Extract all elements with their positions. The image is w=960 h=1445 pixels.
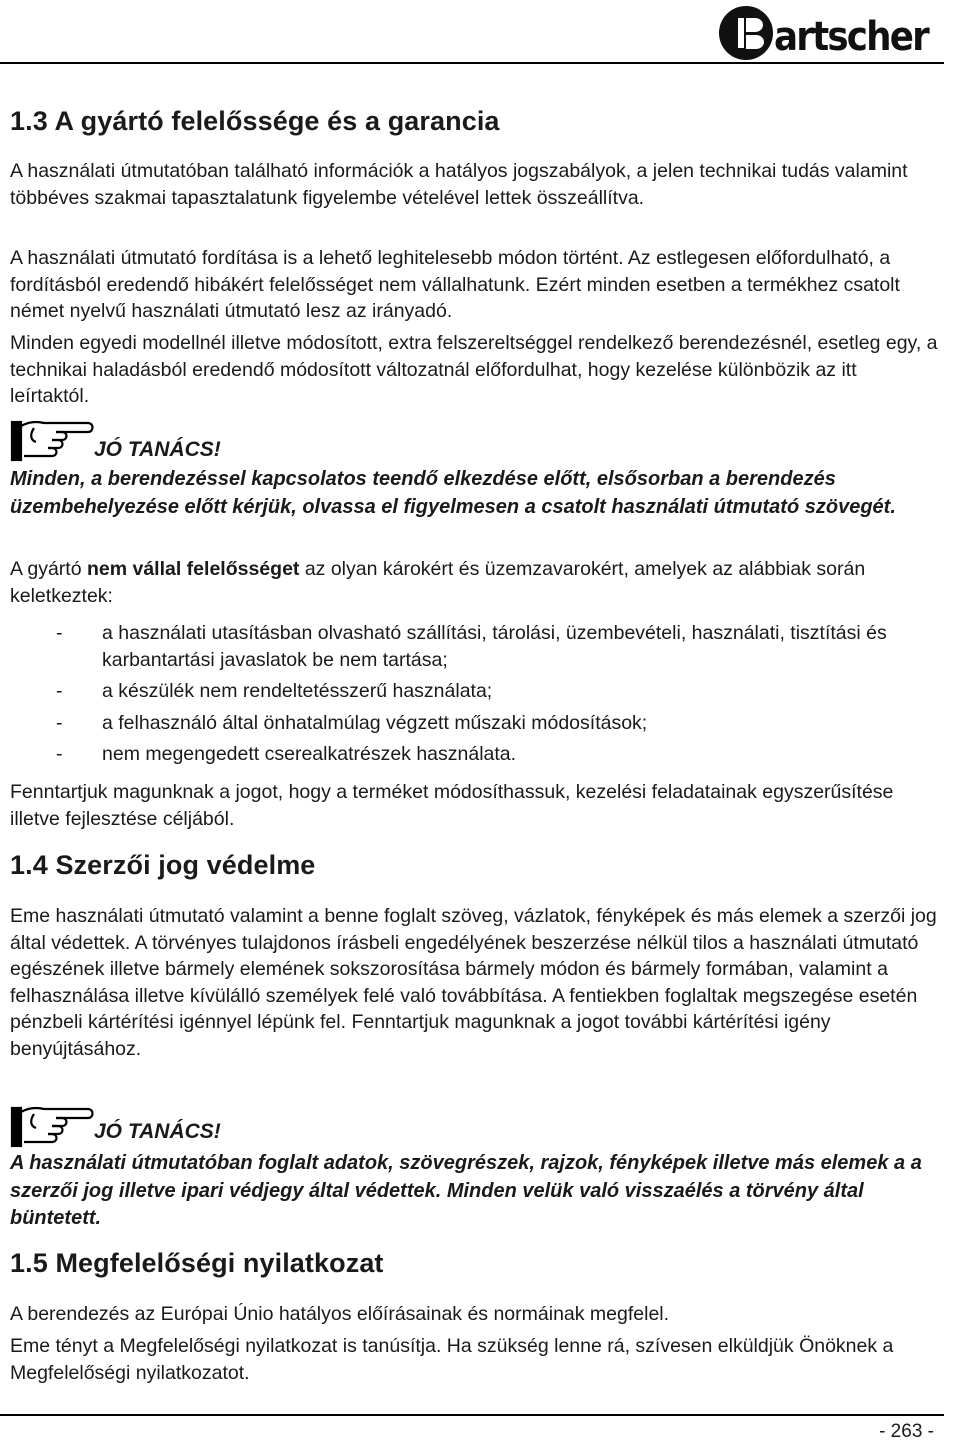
section-heading-1-5: 1.5 Megfelelőségi nyilatkozat xyxy=(10,1248,384,1278)
tip-title: JÓ TANÁCS! xyxy=(94,1120,221,1143)
list-item: - a készülék nem rendeltetésszerű használata; xyxy=(56,680,493,702)
paragraph: Eme használati útmutató valamint a benne foglalt szöveg, vázlatok, fényképek és más elemek a szerzői jog által védettek. A törvényes tulajdonos írásbeli engedélyének beszerzése nélkül tilos a használati útmutató egészének illetve bármely elemének sokszorosítása bármely módon és bármely formában, valamint a felhasználása illetve kívülálló személyek felé való továbbítása. A fentiekben foglaltak megszegése esetén pénzbeli kártérítési igénnyel lépünk fel. Fenntartjuk magunknak a jogot további kártérítési igény benyújtásához. xyxy=(10,905,937,1060)
pointing-hand-icon xyxy=(10,418,96,464)
paragraph: Eme tényt a Megfelelőségi nyilatkozat is tanúsítja. Ha szükség lenne rá, szívesen elküldjük Önöknek a Megfelelőségi nyilatkozatot. xyxy=(10,1335,894,1384)
liability-list xyxy=(10,620,940,773)
list-item: - a használati utasításban olvasható szállítási, tárolási, üzembevételi, használati, tisztítási és karbantartási javaslatok be nem tartása; xyxy=(56,622,887,671)
section-heading-1-4: 1.4 Szerzői jog védelme xyxy=(10,850,316,880)
footer-rule xyxy=(0,1414,944,1416)
paragraph: Minden egyedi modellnél illetve módosított, extra felszereltséggel rendelkező berendezésnél, esetleg egy, a technikai haladásból eredendő módosított változatnál előfordulhat, hogy kezelése különbözik az itt leírtaktól. xyxy=(10,332,938,407)
page-number: - 263 - xyxy=(879,1421,934,1442)
paragraph: A használati útmutató fordítása is a lehető leghitelesebb módon történt. Az estlegesen előfordulható, a fordításból eredendő hibákért felelősséget nem vállalhatunk. Ezért minden esetben a termékhez csatolt német nyelvű használati útmutató lesz az irányadó. xyxy=(10,247,900,322)
bartscher-logo xyxy=(716,4,932,62)
paragraph: A használati útmutatóban található információk a hatályos jogszabályok, a jelen technikai tudás valamint többéves szakmai tapasztalatunk figyelembe vételével lettek összeállítva. xyxy=(10,160,908,209)
tip-box xyxy=(10,1104,950,1154)
section-heading-1-3: 1.3 A gyártó felelőssége és a garancia xyxy=(10,106,500,136)
list-item: - a felhasználó által önhatalmúlag végzett műszaki módosítások; xyxy=(56,711,648,734)
svg-text:artscher: artscher xyxy=(774,14,931,60)
paragraph: A gyártó nem vállal felelősséget az olyan károkért és üzemzavarokért, amelyek az alábbiak során keletkeztek: xyxy=(10,558,866,607)
header-rule xyxy=(0,62,944,64)
tip-text: Minden, a berendezéssel kapcsolatos teendő elkezdése előtt, elsősorban a berendezés üzembehelyezése előtt kérjük, olvassa el figyelmesen a csatolt használati útmutató szövegét. xyxy=(10,468,896,518)
tip-title: JÓ TANÁCS! xyxy=(94,438,221,461)
list-item: - nem megengedett cserealkatrészek használata. xyxy=(56,743,517,765)
tip-text: A használati útmutatóban foglalt adatok, szövegrészek, rajzok, fényképek illetve más elemek a a szerzői jog illetve ipari védjegy által védettek. Minden velük való visszaélés a törvény által büntetett. xyxy=(10,1152,922,1229)
paragraph: A berendezés az Európai Únio hatályos előírásainak és normáinak megfelel. xyxy=(10,1303,670,1325)
pointing-hand-icon xyxy=(10,1104,96,1150)
tip-box xyxy=(10,418,950,468)
paragraph: Fenntartjuk magunknak a jogot, hogy a terméket módosíthassuk, kezelési feladatainak egyszerűsítése illetve fejlesztése céljából. xyxy=(10,781,894,830)
emphasis: nem vállal felelősséget xyxy=(86,558,300,580)
